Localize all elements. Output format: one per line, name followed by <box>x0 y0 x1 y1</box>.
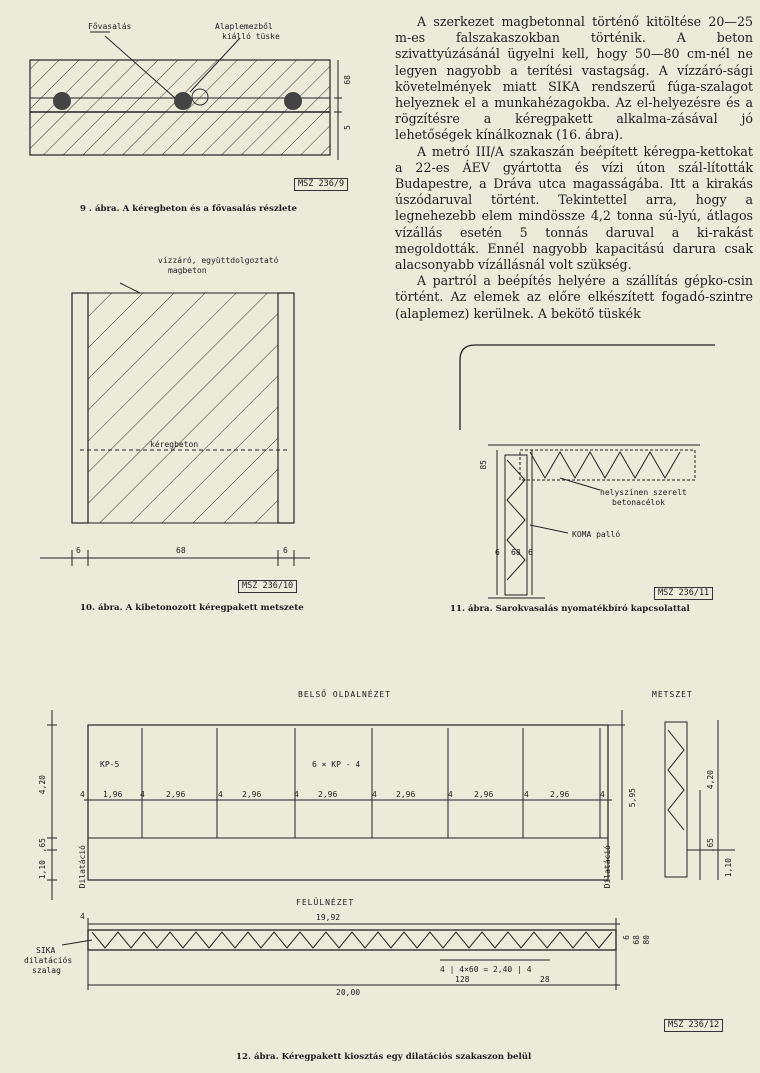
fig12-dim-65: ,65 <box>38 838 47 853</box>
fig12-dim-28: 28 <box>540 975 550 984</box>
fig12-dilatacio-left: Dilatáció <box>78 845 87 889</box>
fig11-dim-85: 85 <box>479 460 488 470</box>
fig12-dim-2000: 20,00 <box>336 988 361 997</box>
fig12-dim-4top: 4 <box>80 912 85 921</box>
fig12-code: MSZ 236/12 <box>664 1019 723 1032</box>
fig11-dim-68: 68 <box>511 548 521 557</box>
fig12-kp5: KP-5 <box>100 760 120 769</box>
fig11-dim-6a: 6 <box>495 548 500 557</box>
fig12-caption: 12. ábra. Kéregpakett kiosztás egy dilatációs szakaszon belül <box>236 1052 532 1062</box>
fig11-dim-6b: 6 <box>528 548 533 557</box>
fig10-dim-mid: 68 <box>176 546 186 555</box>
paragraph-1: A szerkezet magbetonnal történő kitöltése 20—25 m-es falszakaszokban történik. A beton szivattyúzásánál ügyelni kell, hogy 50—80 cm-nél ne legyen nagyobb a terítési vastagság. A vízzáró-sági követelmények miatt SIKA rendszerű fúga-szalagot helyeznek el a munkahézagokba. Az el-helyezésre és a rögzítésre a kéregpakett alkalma-zásával jó lehetőségek kínálkoznak (16. ábra). <box>395 14 753 143</box>
fig12-plan-drawing <box>62 918 620 990</box>
fig12-section-drawing <box>665 720 735 880</box>
fig12-dim-breakdown: 4 | 4×60 = 2,40 | 4 <box>440 965 532 974</box>
fig9-caption: 9 . ábra. A kéregbeton és a fővasalás részlete <box>80 204 297 214</box>
fig12-title-inner: BELSŐ OLDALNÉZET <box>298 690 392 699</box>
fig12-dim-110: 1,10 <box>38 860 47 880</box>
fig12-dim-65b: ,65 <box>706 838 715 853</box>
fig12-dim-420: 4,20 <box>38 775 47 795</box>
fig12-dim-1992: 19,92 <box>316 913 341 922</box>
fig10-label-top-2: magbeton <box>168 266 207 275</box>
fig12-dim-110b: 1,10 <box>724 858 733 878</box>
fig12-elevation-drawing <box>47 710 625 900</box>
fig9-dim-68: 68 <box>343 75 352 85</box>
fig12-dim-595: 5,95 <box>628 788 637 808</box>
fig9-dim-5: 5 <box>343 125 352 130</box>
fig12-sika-1: SIKA <box>36 946 56 955</box>
fig12-title-section: METSZET <box>652 690 693 699</box>
fig12-dim-420b: 4,20 <box>706 770 715 790</box>
fig12-dim-side-2: 68 <box>632 935 641 945</box>
fig9-label-fovasalas: Fővasalás <box>88 22 132 31</box>
fig10-code: MSZ 236/10 <box>238 580 297 593</box>
fig9-drawing <box>30 32 342 160</box>
fig12-sika-3: szalag <box>32 966 61 975</box>
fig12-dim-side-3: 80 <box>642 935 651 945</box>
paragraph-2: A metró III/A szakaszán beépített kéregpa-kettokat a 22-es ÁEV gyártotta és vízi úton szál-lították Budapestre, a Dráva utca magasságába. Itt a kirakás úszódaruval történt. Tekintettel arra, hogy a legnehezebb elem mindössze 4,2 tonna sú-lyú, átlagos vízállás esetén 5 tonnás daruval a ki-rakást megoldották. Ennél nagyobb kapacitású darura csak alacsonyabb vízállásnál volt szükség. <box>395 143 753 273</box>
fig12-dilatacio-right: Dilatáció <box>603 845 612 889</box>
fig9-code: MSZ 236/9 <box>294 178 348 191</box>
article-text <box>395 14 753 322</box>
fig11-drawing <box>460 345 715 598</box>
paragraph-3: A partról a beépítés helyére a szállítás gépko-csin történt. Az elemek az előre elkészített fogadó-szintre (alaplemez) kerülnek. A bekötő tüskék <box>395 273 753 321</box>
fig10-label-top-1: vízzáró, együttdolgoztató <box>158 256 279 265</box>
fig11-label-helyszin-2: betonacélok <box>612 498 665 507</box>
fig10-label-mid: kéregbeton <box>150 440 199 449</box>
fig11-caption: 11. ábra. Sarokvasalás nyomatékbíró kapcsolattal <box>450 604 690 614</box>
fig10-caption: 10. ábra. A kibetonozott kéregpakett metszete <box>80 603 304 613</box>
fig10-dim-right: 6 <box>283 546 288 555</box>
fig9-label-alaplemez-2: kiálló tüske <box>222 32 280 41</box>
fig12-dim-128: 128 <box>455 975 470 984</box>
fig9-label-alaplemez-1: Alaplemezből <box>215 22 273 31</box>
fig10-dim-left: 6 <box>76 546 81 555</box>
fig12-title-top: FELÜLNÉZET <box>296 898 355 907</box>
fig11-label-koma: KOMA palló <box>572 530 621 539</box>
fig11-code: MSZ 236/11 <box>654 587 713 600</box>
fig12-dim-side-1: 6 <box>622 935 631 940</box>
fig12-kp4: 6 × KP - 4 <box>312 760 361 769</box>
fig11-label-helyszin-1: helyszínen szerelt <box>600 488 687 497</box>
fig10-drawing <box>40 283 310 566</box>
fig12-sika-2: dilatációs <box>24 956 73 965</box>
